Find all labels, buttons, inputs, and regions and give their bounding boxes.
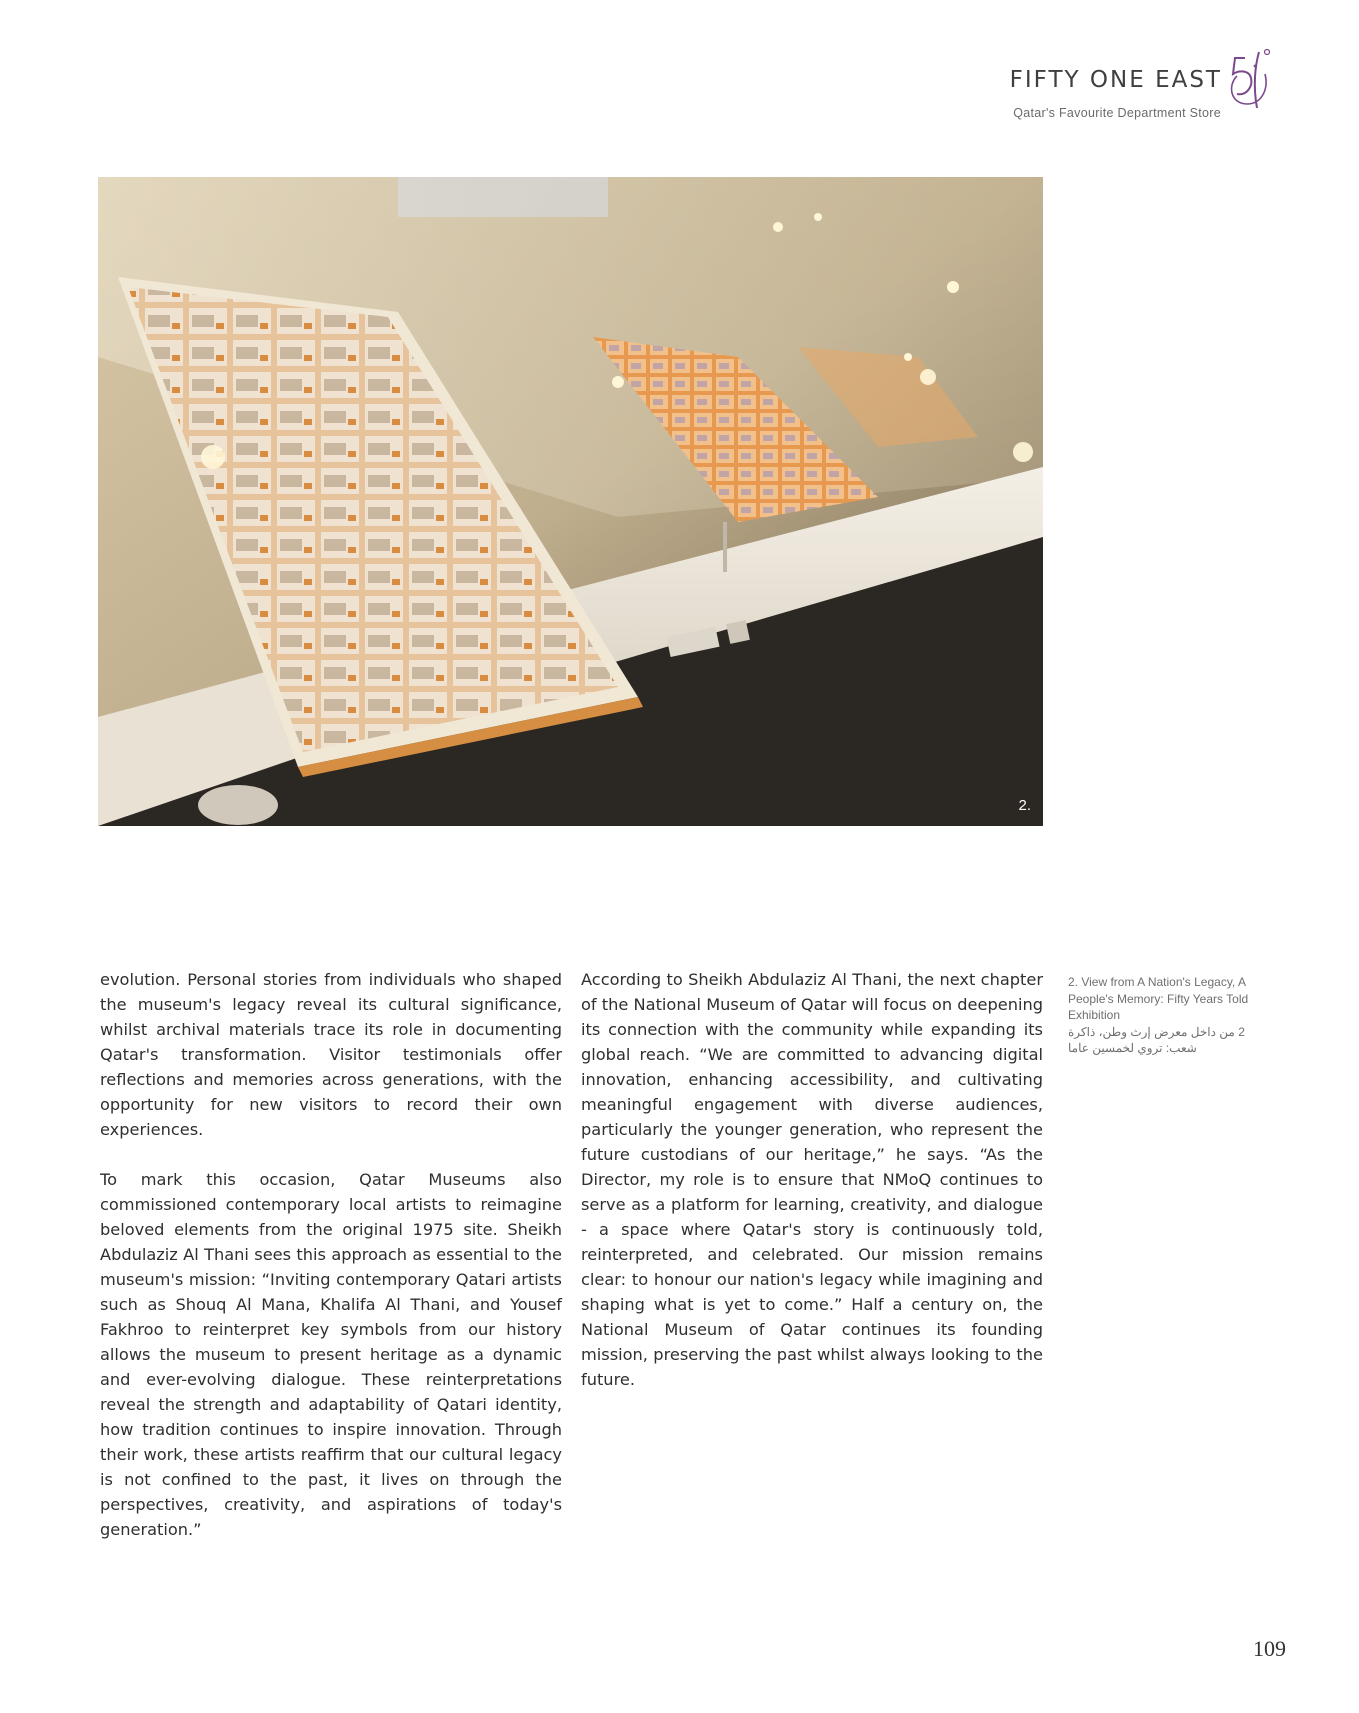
photo-number: 2.	[1018, 797, 1031, 814]
brand-name: FIFTY ONE EAST	[1009, 67, 1222, 93]
museum-stamp-display-photo-icon	[98, 177, 1043, 826]
caption-arabic: 2 من داخل معرض إرث وطن، ذاكرة شعب: تروي لخمسين عاما	[1068, 1024, 1245, 1055]
caption-english: 2. View from A Nation's Legacy, A People's Memory: Fifty Years Told Exhibition	[1068, 975, 1249, 1022]
brand-tagline: Qatar's Favourite Department Store	[1013, 106, 1221, 120]
photo-caption	[1068, 974, 1278, 1057]
paragraph: evolution. Personal stories from individuals who shaped the museum's legacy reveal its cultural significance, whilst archival materials trace its role in documenting Qatar's transformation. Visitor testimonials offer reflections and memories across generations, with the opportunity for new visitors to record their own experiences.	[100, 970, 562, 1139]
article-left-column	[100, 967, 562, 1542]
paragraph: To mark this occasion, Qatar Museums also commissioned contemporary local artists to reimagine beloved elements from the original 1975 site. Sheikh Abdulaziz Al Thani sees this approach as essential to the museum's mission: “Inviting contemporary Qatari artists such as Shouq Al Mana, Khalifa Al Thani, and Yousef Fakhroo to reinterpret key symbols from our history allows the museum to present heritage as a dynamic and ever-evolving dialogue. These reinterpretations reveal the strength and adaptability of Qatari identity, how tradition continues to inspire innovation. Through their work, these artists reaffirm that our cultural legacy is not confined to the past, it lives on through the perspectives, creativity, and aspirations of today's generation.”	[100, 1170, 562, 1539]
brand-header	[957, 46, 1277, 126]
exhibition-photo	[98, 177, 1043, 826]
article-right-column	[581, 967, 1043, 1392]
page-number: 109	[1253, 1636, 1286, 1661]
fifty-one-logo-icon	[1225, 46, 1277, 114]
paragraph: According to Sheikh Abdulaziz Al Thani, the next chapter of the National Museum of Qatar will focus on deepening its connection with the community while expanding its global reach. “We are committed to advancing digital innovation, enhancing accessibility, and cultivating meaningful engagement with diverse audiences, particularly the younger generation, who represent the future custodians of our heritage,” he says. “As the Director, my role is to ensure that NMoQ continues to serve as a platform for learning, creativity, and dialogue - a space where Qatar's story is continuously told, reinterpreted, and celebrated. Our mission remains clear: to honour our nation's legacy while imagining and shaping what is yet to come.” Half a century on, the National Museum of Qatar continues its founding mission, preserving the past whilst always looking to the future.	[581, 970, 1043, 1389]
